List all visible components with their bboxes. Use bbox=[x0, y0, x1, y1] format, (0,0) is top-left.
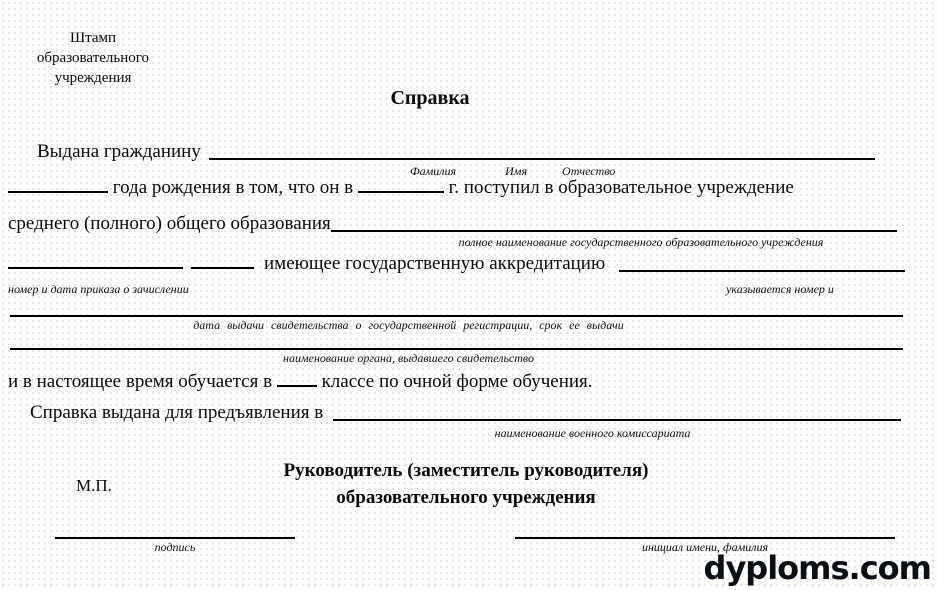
education-row bbox=[8, 213, 897, 235]
issued-to-label: Выдана гражданину bbox=[37, 141, 201, 162]
study-post-text: классе по очной форме обучения. bbox=[321, 371, 593, 392]
stamp-line-2: образовательного bbox=[36, 50, 150, 66]
order-caption: номер и дата приказа о зачислении bbox=[8, 282, 189, 296]
education-label: среднего (полного) общего образования bbox=[8, 213, 331, 234]
head-title-line-2: образовательного учреждения bbox=[336, 487, 596, 508]
birth-post-text: г. поступил в образовательное учреждение bbox=[448, 177, 794, 198]
stamp-block bbox=[18, 28, 168, 88]
stamp-line-3: учреждения bbox=[54, 70, 132, 86]
initials-blank bbox=[515, 522, 895, 539]
registration-blank bbox=[10, 315, 903, 317]
study-pre-text: и в настоящее время обучается в bbox=[8, 371, 273, 392]
signature-caption: подпись bbox=[154, 540, 196, 554]
birth-pre-text: года рождения в том, что он в bbox=[112, 177, 354, 198]
fullname-blank bbox=[209, 141, 875, 160]
issued-to-row bbox=[37, 141, 875, 163]
enroll-year-blank bbox=[358, 190, 444, 193]
order-number-blank bbox=[8, 266, 183, 269]
birth-row bbox=[8, 177, 794, 199]
stamp-line-1: Штамп bbox=[69, 30, 117, 46]
accreditation-row bbox=[8, 253, 905, 275]
birth-year-blank bbox=[8, 190, 108, 193]
commissariat-caption: наименование военного комиссариата bbox=[494, 426, 691, 440]
patronymic-caption: Отчество bbox=[562, 164, 616, 178]
presented-row bbox=[30, 402, 901, 424]
registration-caption: дата выдачи свидетельства о государственной регистрации, срок ее выдачи bbox=[193, 318, 624, 332]
firstname-caption: Имя bbox=[505, 164, 528, 178]
presented-label: Справка выдана для предъявления в bbox=[30, 402, 324, 423]
document-title: Справка bbox=[390, 87, 470, 109]
institution-caption: полное наименование государственного образовательного учреждения bbox=[458, 235, 824, 249]
head-title-line-1: Руководитель (заместитель руководителя) bbox=[283, 460, 649, 481]
study-row bbox=[8, 371, 593, 393]
seal-place-label: М.П. bbox=[76, 476, 112, 495]
order-date-blank bbox=[191, 266, 254, 269]
authority-caption: наименование органа, выдавшего свидетельство bbox=[283, 351, 534, 365]
accreditation-label: имеющее государственную аккредитацию bbox=[264, 253, 606, 274]
site-watermark: dyploms.com bbox=[703, 549, 931, 587]
number-caption: указывается номер и bbox=[726, 282, 834, 296]
surname-caption: Фамилия bbox=[410, 164, 457, 178]
class-blank bbox=[277, 384, 317, 387]
accreditation-number-blank bbox=[619, 253, 905, 272]
commissariat-blank bbox=[333, 402, 901, 421]
initials-caption: инициал имени, фамилия bbox=[641, 540, 769, 554]
authority-blank bbox=[10, 348, 903, 350]
head-title bbox=[0, 457, 932, 511]
institution-name-blank bbox=[331, 213, 897, 232]
signature-blank bbox=[55, 522, 295, 539]
